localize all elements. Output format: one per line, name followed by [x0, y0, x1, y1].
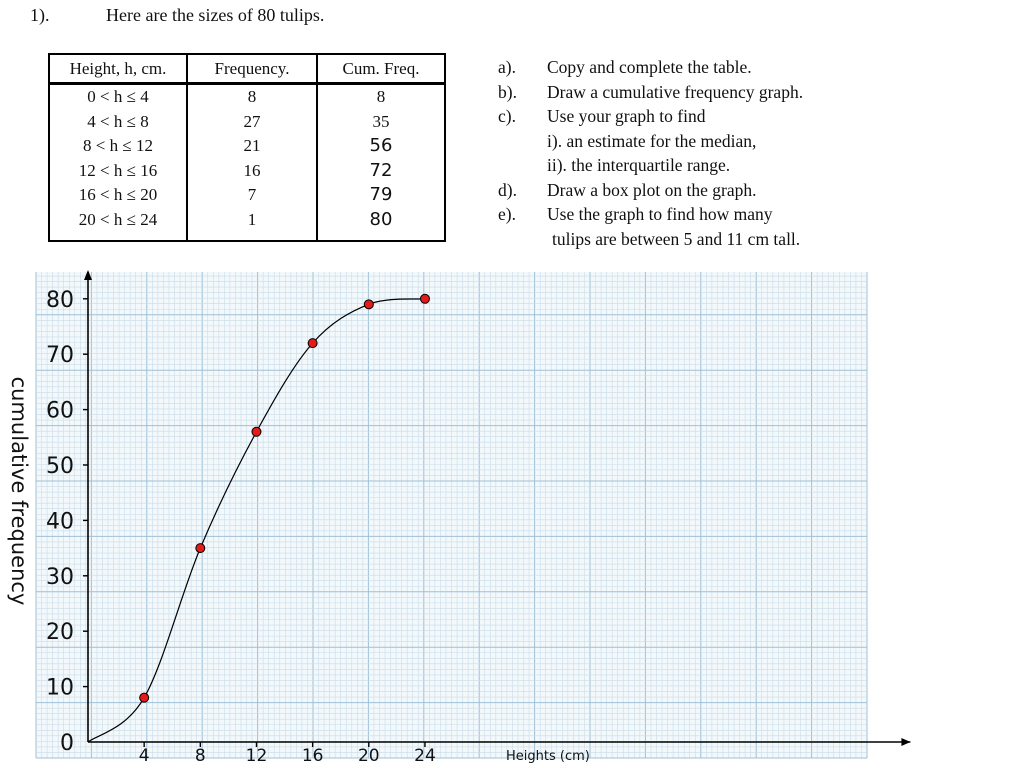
x-axis-arrow: [901, 738, 910, 746]
question-heading: [30, 5, 324, 26]
x-tick-label: 8: [194, 746, 206, 766]
height-range: 8 < h ≤ 12: [49, 134, 187, 159]
table-row: [49, 84, 445, 110]
y-tick-label: 50: [46, 454, 74, 479]
data-point: [196, 544, 205, 553]
height-range: 12 < h ≤ 16: [49, 159, 187, 184]
data-point: [420, 294, 429, 303]
x-tick-label: 16: [301, 746, 324, 766]
cum-freq-value: 80: [317, 208, 445, 242]
instruction-label: b).: [498, 81, 517, 102]
y-tick-label: 80: [46, 287, 74, 313]
frequency-table: [48, 53, 446, 242]
header-height: Height, h, cm.: [49, 54, 187, 84]
frequency-value: 16: [187, 159, 317, 184]
x-tick-label: 12: [245, 746, 268, 766]
instruction-label: d).: [498, 179, 517, 200]
table-row: [49, 134, 445, 159]
cum-freq-value: 79: [317, 183, 445, 208]
frequency-value: 27: [187, 110, 317, 135]
instruction-text: i). an estimate for the median,: [547, 130, 757, 151]
y-tick-label: 30: [46, 564, 74, 590]
instruction-text: Draw a box plot on the graph.: [547, 179, 757, 200]
instruction-text: tulips are between 5 and 11 cm tall.: [552, 228, 801, 249]
x-axis-label: Heights (cm): [506, 749, 590, 764]
table-row: [49, 110, 445, 135]
y-tick-label: 10: [46, 675, 74, 701]
instruction-text: Use the graph to find how many: [547, 204, 773, 224]
height-range: 16 < h ≤ 20: [49, 183, 187, 208]
cum-freq-value: 56: [317, 134, 445, 159]
cum-freq-value: 8: [317, 84, 445, 110]
header-cum-freq: Cum. Freq.: [317, 54, 445, 84]
question-number: 1).: [30, 5, 50, 25]
y-axis-label: cumulative frequency: [7, 376, 31, 606]
y-tick-label: 20: [46, 620, 74, 646]
frequency-value: 21: [187, 134, 317, 159]
data-point: [308, 339, 317, 348]
instruction-label: c).: [498, 106, 516, 126]
question-text: Here are the sizes of 80 tulips.: [106, 5, 325, 25]
x-tick-label: 24: [414, 746, 436, 766]
instruction-label: e).: [498, 204, 516, 224]
graph-paper-grid: [36, 272, 867, 758]
frequency-value: 8: [187, 84, 317, 110]
instruction-text: ii). the interquartile range.: [547, 155, 731, 175]
height-range: 4 < h ≤ 8: [49, 110, 187, 135]
instruction-label: a).: [498, 57, 516, 77]
height-range: 20 < h ≤ 24: [49, 208, 187, 242]
frequency-value: 1: [187, 208, 317, 242]
instruction-text: Draw a cumulative frequency graph.: [547, 81, 804, 102]
cum-freq-value: 35: [317, 110, 445, 135]
y-tick-label: 40: [46, 509, 74, 535]
cumulative-frequency-chart: [0, 262, 1024, 768]
instruction-text: Use your graph to find: [547, 106, 706, 126]
data-point: [364, 300, 373, 309]
y-tick-label: 70: [46, 343, 74, 369]
data-point: [252, 427, 261, 436]
table-row: [49, 183, 445, 208]
header-frequency: Frequency.: [187, 54, 317, 84]
height-range: 0 < h ≤ 4: [49, 84, 187, 110]
x-tick-label: 20: [357, 746, 380, 766]
x-tick-label: 4: [138, 746, 150, 766]
frequency-value: 7: [187, 183, 317, 208]
data-point: [140, 693, 149, 702]
y-tick-label: 0: [60, 731, 74, 756]
y-tick-label: 60: [46, 398, 74, 424]
table-header-row: [49, 54, 445, 84]
table-row: [49, 208, 445, 242]
table-row: [49, 159, 445, 184]
cum-freq-value: 72: [317, 159, 445, 184]
instruction-text: Copy and complete the table.: [547, 57, 752, 77]
